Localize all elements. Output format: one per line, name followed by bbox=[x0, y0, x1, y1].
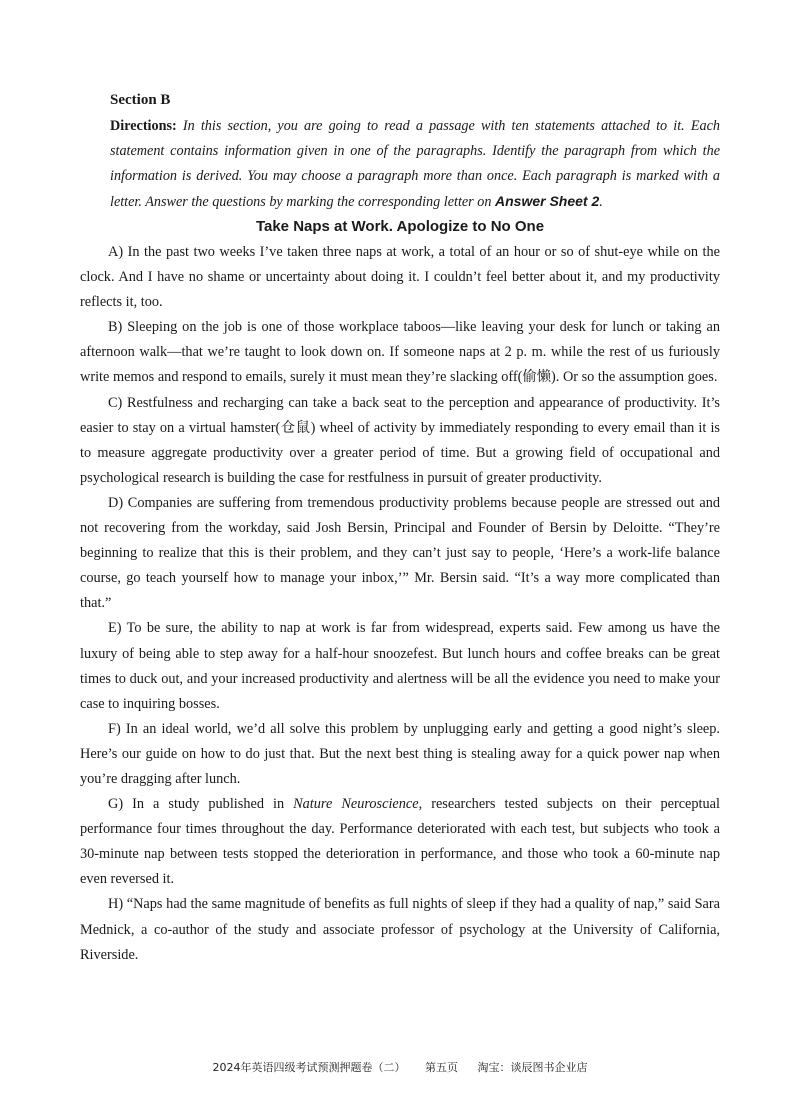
passage-body bbox=[80, 240, 720, 968]
answer-sheet-label: Answer Sheet 2 bbox=[495, 193, 600, 209]
journal-title: Nature Neuroscience bbox=[293, 796, 419, 813]
footer-page-number: 第五页 bbox=[425, 1061, 458, 1074]
paragraph-b: B) Sleeping on the job is one of those workplace taboos—like leaving your desk for lunch or taking an afternoon walk—that we’re taught to look down on. If someone naps at 2 p. m. while the rest of us furiously write memos and respond to emails, surely it must mean they’re slacking off(偷懒). Or so the assumption goes. bbox=[80, 319, 720, 386]
paragraph-g-rest: , researchers tested subjects on their perceptual performance four times throughout the day. Performance deteriorated with each test, but subjects who took a 30-minute nap between tests stopped the deterioration in performance, and those who took a 60-minute nap even reversed it. bbox=[80, 796, 720, 888]
footer-exam-title: 2024年英语四级考试预测押题卷（二） bbox=[212, 1061, 406, 1074]
directions-end: . bbox=[599, 194, 603, 210]
paragraph-d: D) Companies are suffering from tremendous productivity problems because people are stressed out and not recovering from the workday, said Josh Bersin, Principal and Founder of Bersin by Deloitte. “They’re beginning to realize that this is their problem, and they can’t just say to people, ‘Here’s a work-life balance course, go teach yourself how to manage your inbox,’” Mr. Bersin said. “It’s a way more complicated than that.” bbox=[80, 494, 720, 612]
paragraph-g bbox=[80, 792, 720, 892]
paragraph-g-start: G) In a study published in bbox=[108, 796, 294, 813]
page-footer bbox=[0, 1060, 800, 1076]
directions-text: In this section, you are going to read a passage with ten statements attached to it. Each statement contains information given in one of the paragraphs. Identify the paragraph from which the information is derived. You may choose a paragraph more than once. Each paragraph is marked with a letter. Answer the questions by marking the corresponding letter on bbox=[110, 118, 720, 210]
paragraph-h: H) “Naps had the same magnitude of benefits as full nights of sleep if they had a quality of nap,” said Sara Mednick, a co-author of the study and associate professor of psychology at the University of California, Riverside. bbox=[80, 896, 720, 963]
paragraph-e: E) To be sure, the ability to nap at work is far from widespread, experts said. Few among us have the luxury of being able to step away for a half-hour snoozefest. But lunch hours and coffee breaks can be great times to duck out, and your increased productivity and alertness will be all the evidence you need to make your case to inquiring bosses. bbox=[80, 620, 720, 712]
section-heading: Section B bbox=[110, 92, 171, 108]
footer-shop: 淘宝：谈辰图书企业店 bbox=[477, 1061, 588, 1074]
directions-label: Directions bbox=[110, 118, 172, 134]
paragraph-f: F) In an ideal world, we’d all solve this problem by unplugging early and getting a good night’s sleep. Here’s our guide on how to do just that. But the next best thing is stealing away for a quick power nap when you’re dragging after lunch. bbox=[80, 720, 720, 787]
paragraph-c: C) Restfulness and recharging can take a back seat to the perception and appearance of productivity. It’s easier to stay on a virtual hamster(仓鼠) wheel of activity by immediately responding to every email than it is to measure aggregate productivity over a greater period of time. But a growing field of occupational and psychological research is building the case for restfulness in pursuit of greater productivity. bbox=[80, 394, 720, 486]
directions-block bbox=[110, 114, 720, 215]
directions-separator: : bbox=[172, 118, 183, 134]
paragraph-a: A) In the past two weeks I’ve taken three naps at work, a total of an hour or so of shut-eye while on the clock. And I have no shame or uncertainty about doing it. I couldn’t feel better about it, and my productivity reflects it, too. bbox=[80, 244, 720, 311]
passage-title: Take Naps at Work. Apologize to No One bbox=[255, 218, 545, 235]
